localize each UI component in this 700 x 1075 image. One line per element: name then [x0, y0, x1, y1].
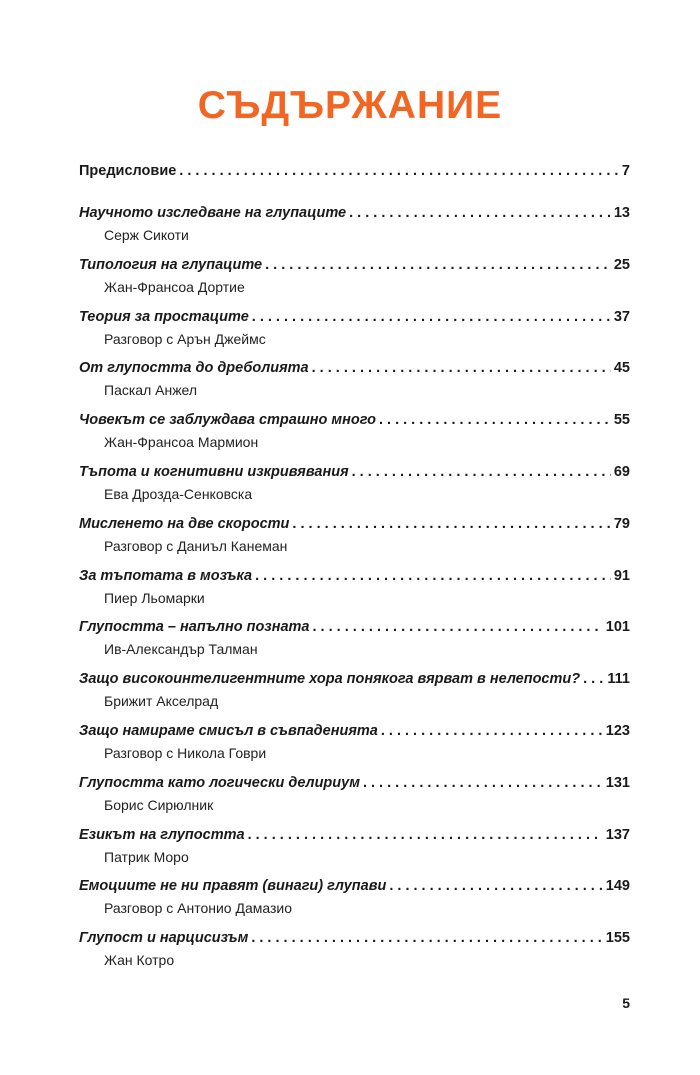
- toc-line: [79, 254, 630, 276]
- dot-leader: [352, 461, 611, 483]
- toc-entry-title: За тъпотата в мозъка: [79, 567, 253, 584]
- dot-leader: [349, 202, 611, 224]
- toc-entry-author: Жан Котро: [104, 952, 175, 969]
- toc-page-number: 55: [613, 412, 630, 429]
- dot-leader: [179, 160, 619, 182]
- toc-entry-author: Патрик Моро: [104, 848, 189, 865]
- toc-entry-title: Глупостта като логически делириум: [79, 774, 360, 791]
- toc-page-number: 149: [605, 878, 630, 895]
- toc-line: [79, 202, 630, 224]
- toc-page-number: 37: [613, 308, 630, 325]
- toc-entry-title: Тъпота и когнитивни изкривявания: [79, 463, 349, 480]
- toc-line: [79, 357, 630, 379]
- toc-line: [79, 513, 630, 535]
- toc-entry[interactable]: [79, 513, 630, 565]
- toc-entry-title: Глупост и нарцисизъм: [79, 930, 249, 947]
- table-of-contents: [79, 160, 630, 979]
- toc-entry-author: Разговор с Антонио Дамазио: [104, 900, 293, 917]
- toc-entry[interactable]: [79, 461, 630, 513]
- toc-entry-author: Разговор с Даниъл Канеман: [104, 537, 288, 554]
- toc-entry-title: Мисленето на две скорости: [79, 515, 290, 532]
- dot-leader: [248, 824, 603, 846]
- toc-entry[interactable]: [79, 254, 630, 306]
- toc-entry-title: Защо намираме смисъл в съвпаденията: [79, 722, 378, 739]
- dot-leader: [265, 254, 611, 276]
- toc-entry-preface[interactable]: [79, 160, 630, 202]
- toc-page-number: 137: [605, 826, 630, 843]
- toc-line: [79, 616, 630, 638]
- toc-line: [79, 409, 630, 431]
- toc-line: [79, 824, 630, 846]
- toc-entry-title: Научното изследване на глупаците: [79, 205, 347, 221]
- toc-entry-author: Ив-Александър Талман: [104, 641, 258, 658]
- toc-entry-title: Типология на глупаците: [79, 256, 263, 273]
- dot-leader: [363, 772, 603, 794]
- dot-leader: [312, 616, 602, 638]
- toc-entry-author: Жан-Франсоа Мармион: [104, 434, 259, 451]
- toc-page-number: 131: [605, 774, 630, 791]
- toc-entry[interactable]: [79, 927, 630, 979]
- toc-page-number: 111: [607, 671, 630, 688]
- toc-entry-title: Езикът на глупостта: [79, 826, 245, 843]
- toc-entry[interactable]: [79, 720, 630, 772]
- toc-entry-title: Защо високоинтелигентните хора понякога вярват в нелепости?: [79, 671, 581, 688]
- toc-line: [79, 565, 630, 587]
- toc-page-number: 69: [613, 463, 630, 480]
- toc-entry-title: Глупостта – напълно позната: [79, 619, 310, 636]
- toc-entry[interactable]: [79, 565, 630, 617]
- toc-page-number: 91: [613, 567, 630, 584]
- toc-line: [79, 306, 630, 328]
- toc-line: [79, 720, 630, 742]
- toc-entry[interactable]: [79, 824, 630, 876]
- toc-entry-author: Паскал Анжел: [104, 382, 198, 399]
- toc-entry-title: От глупостта до дреболията: [79, 360, 309, 377]
- toc-entry-title: Човекът се заблуждава страшно много: [79, 412, 376, 429]
- toc-page-number: 45: [613, 360, 630, 377]
- dot-leader: [251, 927, 602, 949]
- toc-entry[interactable]: [79, 357, 630, 409]
- toc-entry[interactable]: [79, 616, 630, 668]
- page-number: 5: [622, 995, 630, 1011]
- dot-leader: [379, 409, 611, 431]
- toc-entry[interactable]: [79, 202, 630, 254]
- dot-leader: [381, 720, 603, 742]
- toc-line: [79, 160, 630, 182]
- toc-line: [79, 927, 630, 949]
- page-title: СЪДЪРЖАНИЕ: [197, 84, 503, 127]
- toc-page-number: 13: [613, 205, 630, 221]
- toc-page-number: 25: [613, 256, 630, 273]
- toc-entry-author: Ева Дрозда-Сенковска: [104, 485, 253, 502]
- toc-entry[interactable]: [79, 668, 630, 720]
- toc-line: [79, 875, 630, 897]
- toc-entry-author: Жан-Франсоа Дортие: [104, 278, 245, 295]
- toc-page-number: 123: [605, 722, 630, 739]
- toc-entry-title: Предисловие: [79, 163, 177, 179]
- toc-entry-author: Разговор с Никола Говри: [104, 744, 267, 761]
- toc-entry-author: Разговор с Арън Джеймс: [104, 330, 266, 347]
- dot-leader: [255, 565, 611, 587]
- toc-line: [79, 772, 630, 794]
- toc-entry[interactable]: [79, 772, 630, 824]
- toc-entry-title: Емоциите не ни правят (винаги) глупави: [79, 878, 387, 895]
- toc-line: [79, 461, 630, 483]
- dot-leader: [292, 513, 610, 535]
- dot-leader: [312, 357, 611, 379]
- toc-entry-author: Борис Сирюлник: [104, 796, 214, 813]
- dot-leader: [252, 306, 611, 328]
- toc-entry-title: Теория за простаците: [79, 308, 249, 325]
- toc-entry[interactable]: [79, 409, 630, 461]
- toc-entry-author: Серж Сикоти: [104, 227, 189, 243]
- toc-entry[interactable]: [79, 875, 630, 927]
- toc-entry-author: Брижит Акселрад: [104, 693, 219, 710]
- toc-page-number: 7: [621, 163, 630, 179]
- toc-page-number: 101: [605, 619, 630, 636]
- toc-page-number: 155: [605, 930, 630, 947]
- toc-entry-author: Пиер Льомарки: [104, 589, 205, 606]
- dot-leader: [389, 875, 602, 897]
- toc-page-number: 79: [613, 515, 630, 532]
- toc-entry[interactable]: [79, 306, 630, 358]
- dot-leader: [583, 668, 604, 690]
- toc-line: [79, 668, 630, 690]
